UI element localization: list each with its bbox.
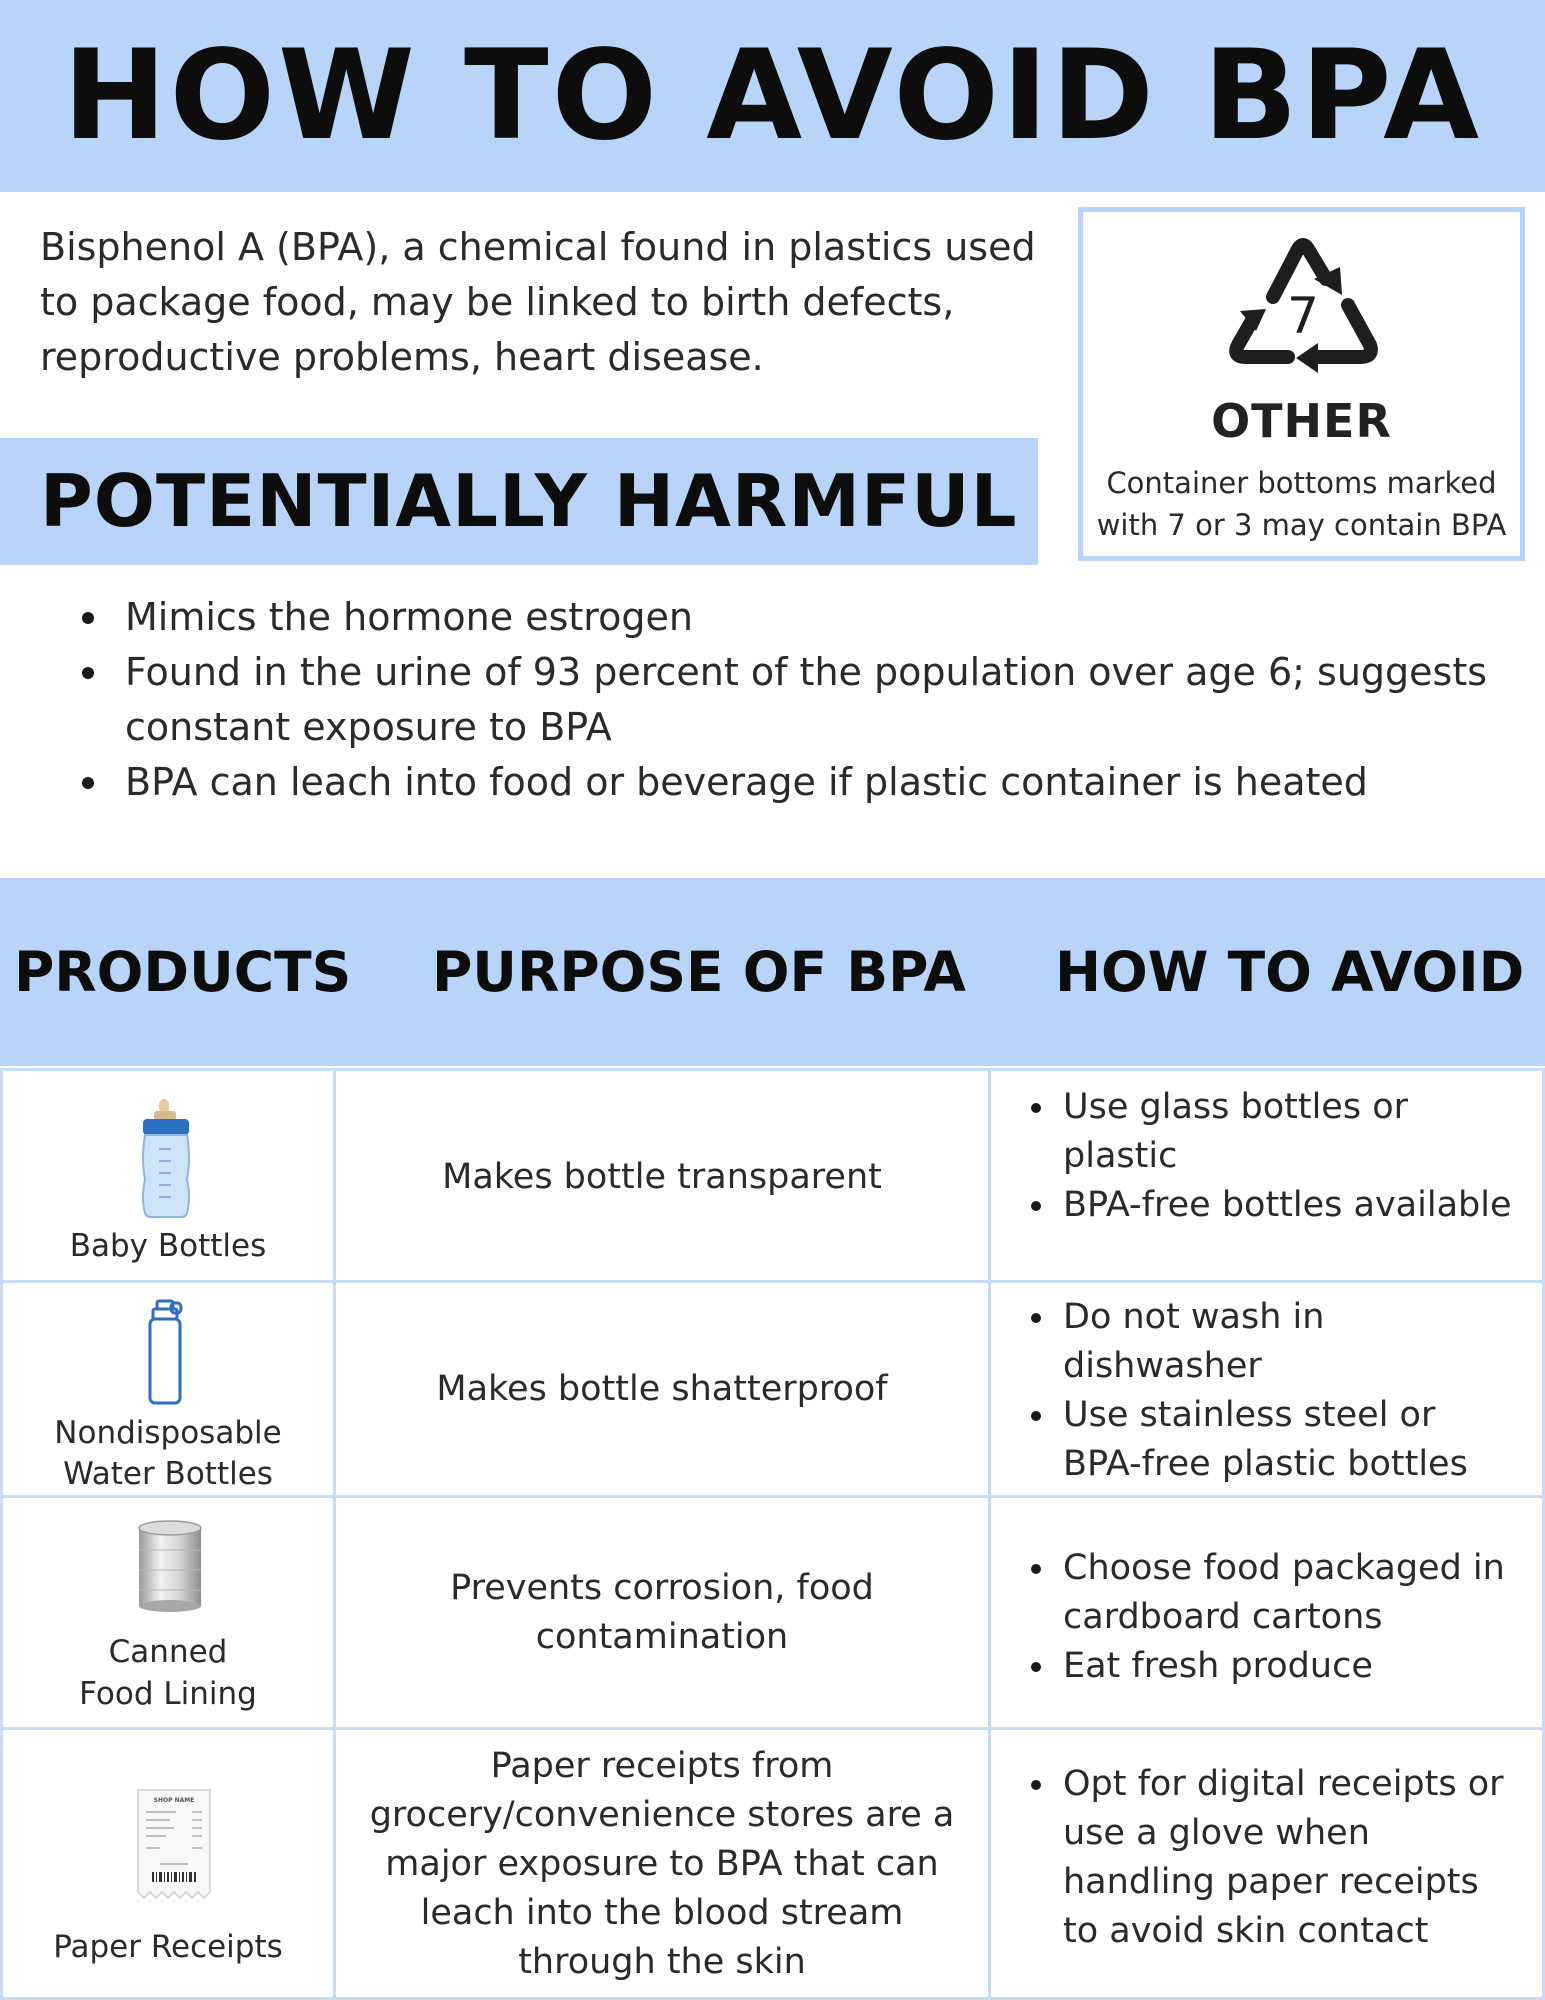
avoid-list [1031,1083,1522,1230]
intro-text: Bisphenol A (BPA), a chemical found in plastics used to package food, may be linked to birth defects, reproductive problems, heart disease. [40,225,1036,379]
list-item: Found in the urine of 93 percent of the population over age 6; suggests constant exposure to BPA [80,645,1520,755]
purpose-text: Prevents corrosion, food contamination [450,1568,874,1657]
avoid-list [1031,1760,1522,1956]
avoid-list [1031,1293,1522,1489]
receipt-icon [136,1788,212,1900]
symbol-caption-line: Container bottoms marked [1106,466,1497,500]
list-item: Mimics the hormone estrogen [80,590,1520,645]
receipt-header: SHOP NAME [153,1797,195,1804]
product-name: Paper Receipts [53,1929,283,1965]
purpose-cell [333,1068,991,1283]
list-item: Eat fresh produce [1031,1642,1522,1691]
list-item: Opt for digital receipts or use a glove when handling paper receipts to avoid skin contact [1031,1760,1522,1956]
product-name: Canned [108,1634,228,1670]
avoid-cell [988,1280,1545,1498]
product-name: Water Bottles [63,1456,273,1492]
purpose-text: Makes bottle transparent [442,1157,882,1197]
list-item: Choose food packaged in cardboard cartons [1031,1544,1522,1642]
purpose-text: Paper receipts from grocery/convenience stores are a major exposure to BPA that can leach into the blood stream through the skin [369,1746,955,1982]
harmful-points-list [80,590,1520,810]
baby-bottle-icon [137,1099,195,1219]
product-cell [0,1727,336,2000]
list-item: BPA can leach into food or beverage if plastic container is heated [80,755,1520,810]
list-item: Do not wash in dishwasher [1031,1293,1522,1391]
avoid-list [1031,1544,1522,1691]
recycling-symbol-icon [1218,227,1388,387]
product-name: Food Lining [79,1676,257,1712]
recycling-symbol-box [1078,207,1525,561]
purpose-cell [333,1495,991,1730]
purpose-cell [333,1280,991,1498]
table-row [0,1280,1545,1498]
recycle-code-label: OTHER [1211,394,1392,448]
section-title: POTENTIALLY HARMFUL [40,459,1018,543]
water-bottle-icon [145,1299,187,1407]
table-row [0,1495,1545,1730]
list-item: Use glass bottles or plastic [1031,1083,1522,1181]
avoid-cell [988,1727,1545,2000]
column-header-products: PRODUCTS [14,940,352,1004]
product-name: Baby Bottles [69,1228,267,1264]
tin-can-icon [135,1520,205,1612]
table-row [0,1068,1545,1283]
product-cell [0,1280,336,1498]
table-row [0,1727,1545,2000]
list-item: BPA-free bottles available [1031,1181,1522,1230]
column-header-purpose: PURPOSE OF BPA [432,940,966,1004]
avoid-cell [988,1495,1545,1730]
avoid-cell [988,1068,1545,1283]
symbol-caption-line: with 7 or 3 may contain BPA [1096,508,1507,542]
list-item: Use stainless steel or BPA-free plastic bottles [1031,1391,1522,1489]
product-cell [0,1495,336,1730]
product-cell [0,1068,336,1283]
purpose-text: Makes bottle shatterproof [436,1369,888,1409]
recycle-number: 7 [1287,287,1319,345]
column-header-how-to-avoid: HOW TO AVOID [1055,940,1525,1004]
symbol-caption [1083,462,1520,546]
purpose-cell [333,1727,991,2000]
product-name: Nondisposable [54,1415,282,1451]
page-title: HOW TO AVOID BPA [62,24,1483,168]
